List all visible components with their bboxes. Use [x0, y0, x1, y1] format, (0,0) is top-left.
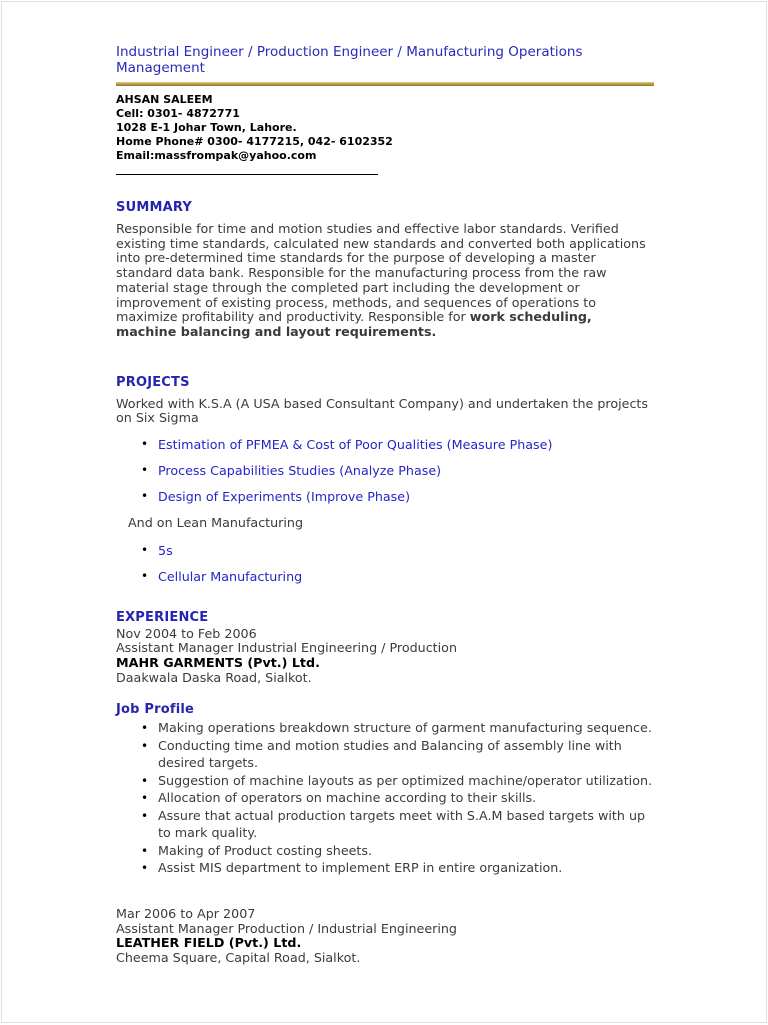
job2-block — [116, 907, 654, 965]
job-profile-item: Conducting time and motion studies and Balancing of assembly line with desired targets. — [158, 737, 622, 770]
project-link[interactable]: Cellular Manufacturing — [158, 568, 303, 584]
project-link[interactable]: Process Capabilities Studies (Analyze Phase) — [158, 463, 442, 479]
job1-company: MAHR GARMENTS (Pvt.) Ltd. — [116, 654, 320, 670]
bullet-icon: • — [141, 843, 149, 858]
project-link[interactable]: Design of Experiments (Improve Phase) — [158, 489, 411, 505]
summary-text-bold: work scheduling, machine balancing and layout requirements. — [116, 309, 592, 339]
resume-page — [1, 1, 767, 1023]
bullet-icon: • — [141, 791, 149, 806]
bullet-icon: • — [141, 738, 149, 753]
job-profile-heading: Job Profile — [116, 702, 195, 718]
project-link[interactable]: 5s — [158, 542, 173, 558]
job-profile-item: Assist MIS department to implement ERP in entire organization. — [158, 860, 563, 876]
list-item — [116, 437, 654, 452]
job-profile-item: Making of Product costing sheets. — [158, 842, 373, 858]
job-profile-item: Allocation of operators on machine according to their skills. — [158, 790, 537, 806]
list-item — [116, 489, 654, 504]
job2-company: LEATHER FIELD (Pvt.) Ltd. — [116, 935, 302, 951]
job1-location: Daakwala Daska Road, Sialkot. — [116, 669, 312, 685]
job1-dates: Nov 2004 to Feb 2006 — [116, 625, 257, 641]
list-item — [116, 790, 654, 807]
job2-location: Cheema Square, Capital Road, Sialkot. — [116, 950, 361, 966]
job-profile-item: Suggestion of machine layouts as per optimized machine/operator utilization. — [158, 772, 653, 788]
contact-home-phone: Home Phone# 0300- 4177215, 042- 6102352 — [116, 135, 393, 148]
list-item — [116, 720, 654, 737]
contact-email: Email:massfrompak@yahoo.com — [116, 149, 317, 162]
resume-content — [2, 2, 766, 966]
summary-paragraph — [116, 222, 654, 340]
page-title: Industrial Engineer / Production Engineer / Manufacturing Operations Management — [116, 44, 583, 76]
job-profile-list — [116, 720, 654, 877]
list-item — [116, 738, 654, 772]
title-divider — [116, 82, 654, 86]
bullet-icon: • — [141, 489, 149, 504]
list-item — [116, 843, 654, 860]
projects-heading: PROJECTS — [116, 374, 190, 390]
job2-dates: Mar 2006 to Apr 2007 — [116, 906, 256, 922]
bullet-icon: • — [141, 773, 149, 788]
list-item — [116, 860, 654, 877]
list-item — [116, 569, 654, 584]
summary-heading: SUMMARY — [116, 200, 192, 215]
projects-intro: Worked with K.S.A (A USA based Consultant Company) and undertaken the projects on Six Sigma — [116, 395, 649, 426]
job-profile-item: Making operations breakdown structure of garment manufacturing sequence. — [158, 720, 652, 736]
contact-underline — [116, 167, 378, 175]
six-sigma-list — [116, 437, 654, 504]
list-item — [116, 773, 654, 790]
bullet-icon: • — [141, 463, 149, 478]
job-profile-item: Assure that actual production targets meet with S.A.M based targets with up to mark quality. — [158, 808, 646, 840]
contact-block — [116, 93, 654, 163]
list-item — [116, 543, 654, 558]
contact-name: AHSAN SALEEM — [116, 93, 213, 106]
job1-title: Assistant Manager Industrial Engineering / Production — [116, 640, 457, 656]
experience-heading: EXPERIENCE — [116, 609, 209, 625]
bullet-icon: • — [141, 568, 149, 583]
job2-title: Assistant Manager Production / Industrial Engineering — [116, 920, 457, 936]
summary-text: Responsible for time and motion studies and effective labor standards. Verified existing time standards, calculated new standards and converted both applications into pre-determined time standards for the purpose of developing a master standard data bank. Responsible for the manufacturing process from the raw material stage through the completed part including the development or improvement of existing process, methods, and sequences of operations to maximize profitability and productivity. Responsible for — [116, 221, 646, 325]
project-link[interactable]: Estimation of PFMEA & Cost of Poor Qualities (Measure Phase) — [158, 437, 553, 453]
list-item — [116, 808, 654, 842]
contact-cell: Cell: 0301- 4872771 — [116, 107, 240, 120]
bullet-icon: • — [141, 809, 149, 824]
lean-intro: And on Lean Manufacturing — [128, 515, 304, 531]
bullet-icon: • — [141, 721, 149, 736]
list-item — [116, 463, 654, 478]
bullet-icon: • — [141, 437, 149, 452]
bullet-icon: • — [141, 861, 149, 876]
lean-list — [116, 543, 654, 584]
contact-address: 1028 E-1 Johar Town, Lahore. — [116, 121, 297, 134]
bullet-icon: • — [141, 542, 149, 557]
job1-block — [116, 627, 654, 685]
